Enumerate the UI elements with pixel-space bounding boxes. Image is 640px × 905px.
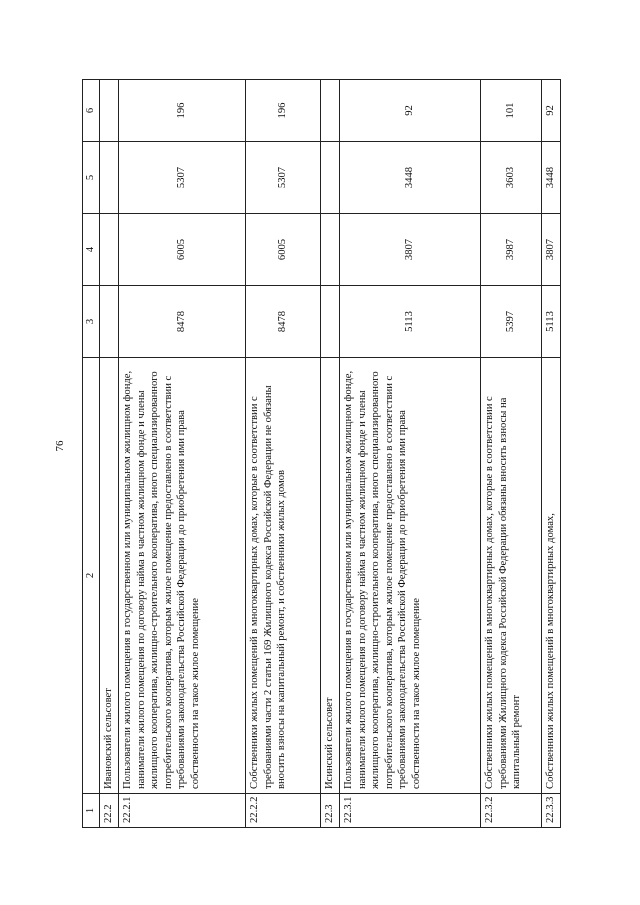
value-cell (100, 214, 119, 286)
row-code: 22.2.1 (119, 794, 246, 828)
value-cell (321, 80, 340, 142)
header-cell: 2 (83, 358, 100, 794)
table-row (542, 80, 561, 828)
value-cell: 5307 (119, 142, 246, 214)
value-cell: 3807 (340, 214, 481, 286)
row-description: Исинский сельсовет (321, 358, 340, 794)
row-code: 22.3 (321, 794, 340, 828)
value-cell: 5307 (246, 142, 321, 214)
table-row (100, 80, 119, 828)
row-code: 22.2 (100, 794, 119, 828)
value-cell: 92 (542, 80, 561, 142)
header-cell: 3 (83, 286, 100, 358)
value-cell: 92 (340, 80, 481, 142)
value-cell: 3807 (542, 214, 561, 286)
value-cell: 101 (481, 80, 542, 142)
header-cell: 5 (83, 142, 100, 214)
value-cell (321, 214, 340, 286)
table-row (119, 80, 246, 828)
value-cell: 3987 (481, 214, 542, 286)
value-cell: 196 (246, 80, 321, 142)
value-cell (321, 142, 340, 214)
value-cell: 5113 (340, 286, 481, 358)
table-row (481, 80, 542, 828)
value-cell: 6005 (119, 214, 246, 286)
row-code: 22.3.2 (481, 794, 542, 828)
row-description: Пользователи жилого помещения в государственном или муниципальном жилищном фонде, наниматели жилого помещения по договору найма в частном жилищном фонде и члены жилищного кооператива, жилищно-строительного кооператива, иного специализированного потребительского кооператива, которым жилое помещение предоставлено в соответствии с требованиями законодательства Российской Федерации до приобретения ими права собственности на такое жилое помещение (119, 358, 246, 794)
value-cell: 196 (119, 80, 246, 142)
row-description: Пользователи жилого помещения в государственном или муниципальном жилищном фонде, наниматели жилого помещения по договору найма в частном жилищном фонде и члены жилищного кооператива, жилищно-строительного кооператива, иного специализированного потребительского кооператива, которым жилое помещение предоставлено в соответствии с требованиями законодательства Российской Федерации до приобретения ими права собственности на такое жилое помещение (340, 358, 481, 794)
row-description: Собственники жилых помещений в многоквартирных домах, которые в соответствии с требованиями Жилищного кодекса Российской Федерации обязаны вносить взносы на капитальный ремонт (481, 358, 542, 794)
value-cell: 3448 (340, 142, 481, 214)
value-cell (321, 286, 340, 358)
value-cell: 3448 (542, 142, 561, 214)
value-cell: 5113 (542, 286, 561, 358)
table-row (246, 80, 321, 828)
value-cell: 8478 (119, 286, 246, 358)
header-cell: 6 (83, 80, 100, 142)
row-code: 22.3.1 (340, 794, 481, 828)
table-row (340, 80, 481, 828)
value-cell (100, 142, 119, 214)
tariff-table (82, 79, 561, 828)
row-description: Собственники жилых помещений в многоквартирных домах, (542, 358, 561, 794)
row-description: Собственники жилых помещений в многоквартирных домах, которые в соответствии с требованиями части 2 статьи 169 Жилищного кодекса Российской Федерации не обязаны вносить взносы на капитальный ремонт, и собственники жилых домов (246, 358, 321, 794)
header-cell: 1 (83, 794, 100, 828)
table-header-row (83, 80, 100, 828)
value-cell: 3603 (481, 142, 542, 214)
value-cell: 5397 (481, 286, 542, 358)
row-description: Ивановский сельсовет (100, 358, 119, 794)
page-number: 76 (54, 440, 66, 452)
value-cell (100, 80, 119, 142)
header-cell: 4 (83, 214, 100, 286)
tariff-table-sheet (82, 80, 564, 828)
value-cell: 6005 (246, 214, 321, 286)
table-row (321, 80, 340, 828)
value-cell (100, 286, 119, 358)
row-code: 22.3.3 (542, 794, 561, 828)
value-cell: 8478 (246, 286, 321, 358)
row-code: 22.2.2 (246, 794, 321, 828)
